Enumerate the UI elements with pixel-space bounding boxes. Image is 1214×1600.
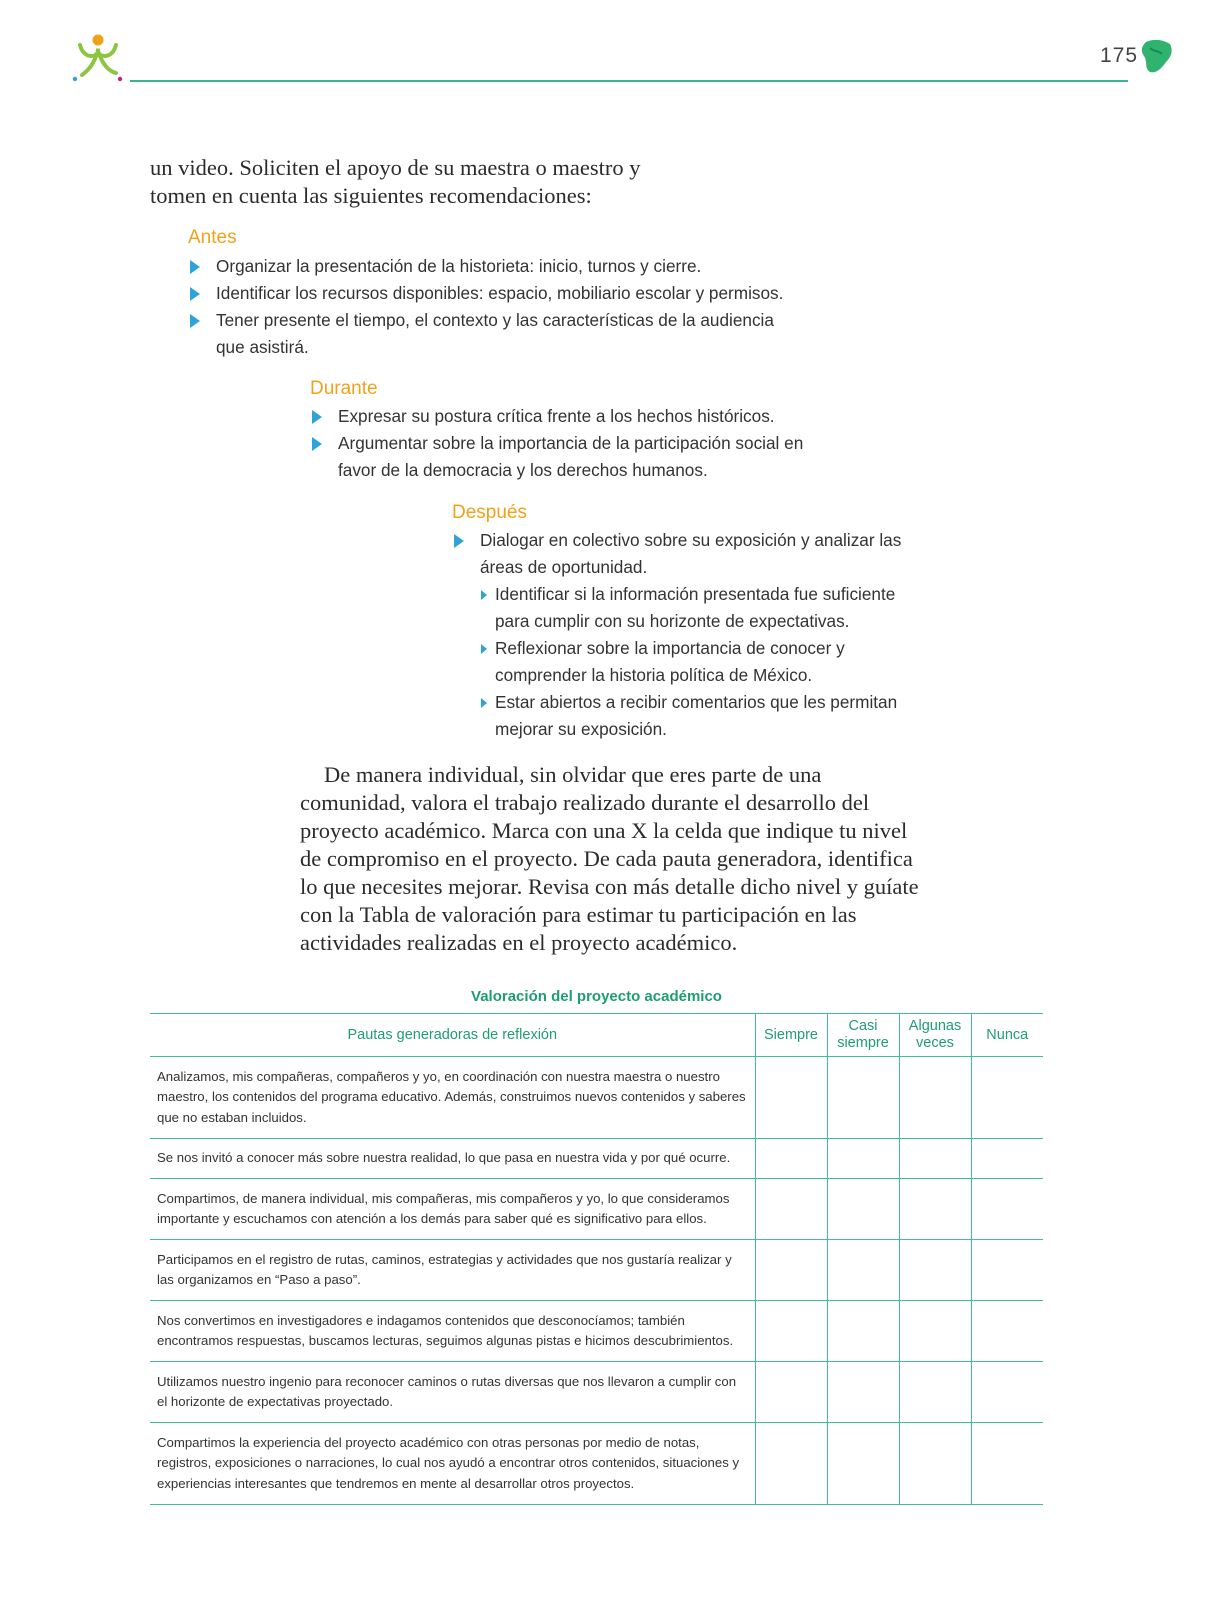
table-header-row xyxy=(150,1014,1043,1057)
list-item: Tener presente el tiempo, el contexto y las características de la audiencia que asistirá. xyxy=(188,307,781,361)
table-row xyxy=(150,1179,1043,1240)
bullet-arrow-icon xyxy=(190,314,200,328)
small-bullet-arrow-icon xyxy=(481,644,487,654)
row-statement: Se nos invitó a conocer más sobre nuestra realidad, lo que pasa en nuestra vida y por qué ocurre. xyxy=(150,1139,755,1179)
sublist-item: Identificar si la información presentada fue suficiente para cumplir con su horizonte de expectativas. xyxy=(480,581,907,635)
table-row xyxy=(150,1240,1043,1301)
table-row xyxy=(150,1423,1043,1505)
row-statement: Analizamos, mis compañeras, compañeros y yo, en coordinación con nuestra maestra o nuestro maestro, los contenidos del programa educativo. Además, construimos nuevos contenidos y saberes que no estaban incluidos. xyxy=(150,1057,755,1139)
row-statement: Compartimos la experiencia del proyecto académico con otras personas por medio de notas, registros, exposiciones o narraciones, lo cual nos ayudó a encontrar otros contenidos, situaciones y experiencias interesantes que tendremos en mente al desarrollar otros proyectos. xyxy=(150,1423,755,1505)
column-header: Casi siempre xyxy=(827,1014,899,1057)
rating-cell-siempre[interactable] xyxy=(755,1362,827,1423)
antes-list xyxy=(188,253,788,361)
column-header: Siempre xyxy=(755,1014,827,1057)
rating-cell-nunca[interactable] xyxy=(971,1139,1043,1179)
table-row xyxy=(150,1301,1043,1362)
despues-title: Después xyxy=(452,502,527,523)
despues-list xyxy=(452,527,907,743)
bullet-arrow-icon xyxy=(190,260,200,274)
rating-cell-casi-siempre[interactable] xyxy=(827,1240,899,1301)
rating-cell-algunas-veces[interactable] xyxy=(899,1362,971,1423)
small-bullet-arrow-icon xyxy=(481,698,487,708)
rating-cell-siempre[interactable] xyxy=(755,1423,827,1505)
instructions-paragraph: De manera individual, sin olvidar que eres parte de una comunidad, valora el trabajo realizado durante el desarrollo del proyecto académico. Marca con una X la celda que indique tu nivel de compromiso en el proyecto. De cada pauta generadora, identifica lo que necesites mejorar. Revisa con más detalle dicho nivel y guíate con la Tabla de valoración para estimar tu participación en las actividades realizadas en el proyecto académico. xyxy=(300,762,919,955)
rating-cell-casi-siempre[interactable] xyxy=(827,1179,899,1240)
rating-cell-siempre[interactable] xyxy=(755,1057,827,1139)
assessment-table xyxy=(150,1013,1043,1505)
list-item: Expresar su postura crítica frente a los hechos históricos. xyxy=(310,403,810,430)
rating-cell-nunca[interactable] xyxy=(971,1057,1043,1139)
antes-title: Antes xyxy=(188,227,237,248)
rating-cell-algunas-veces[interactable] xyxy=(899,1057,971,1139)
sublist-item: Reflexionar sobre la importancia de conocer y comprender la historia política de México. xyxy=(480,635,907,689)
column-header: Algunas veces xyxy=(899,1014,971,1057)
bullet-arrow-icon xyxy=(454,534,464,548)
durante-list xyxy=(310,403,810,484)
bullet-arrow-icon xyxy=(190,287,200,301)
despues-sublist xyxy=(480,581,907,743)
rating-cell-algunas-veces[interactable] xyxy=(899,1139,971,1179)
list-item: Identificar los recursos disponibles: espacio, mobiliario escolar y permisos. xyxy=(188,280,788,307)
small-bullet-arrow-icon xyxy=(481,590,487,600)
rating-cell-casi-siempre[interactable] xyxy=(827,1139,899,1179)
rating-cell-casi-siempre[interactable] xyxy=(827,1301,899,1362)
rating-cell-casi-siempre[interactable] xyxy=(827,1057,899,1139)
rating-cell-siempre[interactable] xyxy=(755,1240,827,1301)
column-header: Pautas generadoras de reflexión xyxy=(150,1014,755,1057)
rating-cell-algunas-veces[interactable] xyxy=(899,1423,971,1505)
table-row xyxy=(150,1139,1043,1179)
rating-cell-algunas-veces[interactable] xyxy=(899,1240,971,1301)
list-item: Organizar la presentación de la historieta: inicio, turnos y cierre. xyxy=(188,253,788,280)
page-number: 175 xyxy=(1100,44,1139,67)
row-statement: Utilizamos nuestro ingenio para reconocer caminos o rutas diversas que nos llevaron a cumplir con el horizonte de expectativas proyectado. xyxy=(150,1362,755,1423)
table-row xyxy=(150,1362,1043,1423)
rating-cell-nunca[interactable] xyxy=(971,1423,1043,1505)
row-statement: Nos convertimos en investigadores e indagamos contenidos que desconocíamos; también encontramos respuestas, buscamos lecturas, seguimos algunas pistas e hicimos descubrimientos. xyxy=(150,1301,755,1362)
rating-cell-siempre[interactable] xyxy=(755,1301,827,1362)
person-figure-logo-icon xyxy=(70,33,126,85)
rating-cell-nunca[interactable] xyxy=(971,1301,1043,1362)
row-statement: Compartimos, de manera individual, mis compañeras, mis compañeros y yo, lo que consideramos importante y escuchamos con atención a los demás para saber qué es significativo para ellos. xyxy=(150,1179,755,1240)
rating-cell-casi-siempre[interactable] xyxy=(827,1362,899,1423)
list-item: Argumentar sobre la importancia de la participación social en favor de la democracia y los derechos humanos. xyxy=(310,430,808,484)
rating-cell-nunca[interactable] xyxy=(971,1179,1043,1240)
intro-text: un video. Soliciten el apoyo de su maestra o maestro y tomen en cuenta las siguientes recomendaciones: xyxy=(150,155,641,208)
row-statement: Participamos en el registro de rutas, caminos, estrategias y actividades que nos gustaría realizar y las organizamos en “Paso a paso”. xyxy=(150,1240,755,1301)
header-rule xyxy=(130,80,1128,82)
bullet-arrow-icon xyxy=(312,437,322,451)
sublist-item: Estar abiertos a recibir comentarios que les permitan mejorar su exposición. xyxy=(480,689,907,743)
rating-cell-casi-siempre[interactable] xyxy=(827,1423,899,1505)
rating-cell-algunas-veces[interactable] xyxy=(899,1301,971,1362)
column-header: Nunca xyxy=(971,1014,1043,1057)
table-row xyxy=(150,1057,1043,1139)
table-title: Valoración del proyecto académico xyxy=(471,988,722,1005)
bullet-arrow-icon xyxy=(312,410,322,424)
rating-cell-nunca[interactable] xyxy=(971,1362,1043,1423)
rating-cell-siempre[interactable] xyxy=(755,1139,827,1179)
list-item: Dialogar en colectivo sobre su exposición y analizar las áreas de oportunidad. Identificar si la información presentada fue suficiente para cumplir con su horizonte de expectativas. Reflexionar sobre la importancia de conocer y comprender la historia política de México. Estar abiertos a recibir comentarios que les permitan mejorar su exposición. xyxy=(452,527,907,743)
durante-title: Durante xyxy=(310,378,378,399)
rating-cell-nunca[interactable] xyxy=(971,1240,1043,1301)
rating-cell-siempre[interactable] xyxy=(755,1179,827,1240)
green-blob-icon xyxy=(1140,38,1174,76)
rating-cell-algunas-veces[interactable] xyxy=(899,1179,971,1240)
